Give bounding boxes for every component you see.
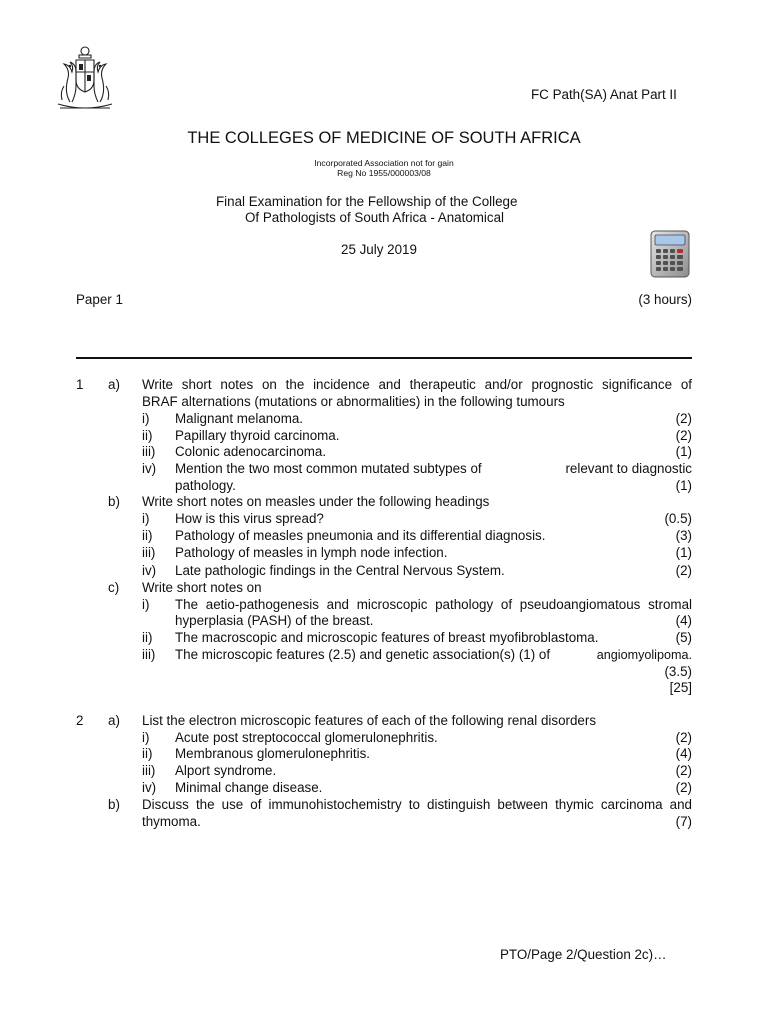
- item-number: iii): [142, 763, 156, 778]
- exam-date: 25 July 2019: [341, 242, 417, 257]
- item-marks: (5): [675, 630, 692, 645]
- q1-b-line1: [0, 494, 768, 511]
- item-marks: (3): [675, 528, 692, 543]
- exam-duration: (3 hours): [638, 292, 692, 307]
- part-label: a): [108, 713, 120, 728]
- header-divider: [76, 357, 692, 359]
- q2-a-item: [0, 780, 768, 797]
- item-marks: (2): [675, 428, 692, 443]
- q1-b-item: [0, 545, 768, 562]
- q1-a-item: [0, 411, 768, 428]
- q1-total: [0, 680, 768, 697]
- institution-title: THE COLLEGES OF MEDICINE OF SOUTH AFRICA: [187, 129, 581, 147]
- q2-b-line2: [0, 814, 768, 831]
- item-text: Papillary thyroid carcinoma.: [175, 428, 340, 443]
- item-text: Late pathologic findings in the Central Nervous System.: [175, 563, 505, 578]
- coat-of-arms-crest-icon: [50, 42, 120, 112]
- item-number: ii): [142, 428, 153, 443]
- item-marks: (4): [675, 746, 692, 761]
- question-text: Write short notes on measles under the following headings: [142, 494, 490, 509]
- question-text: Write short notes on: [142, 580, 262, 595]
- item-number: iii): [142, 444, 156, 459]
- q1-b-item: [0, 563, 768, 580]
- item-marks: (2): [675, 730, 692, 745]
- q1-c-item-ii: [0, 630, 768, 647]
- exam-code: FC Path(SA) Anat Part II: [531, 87, 677, 102]
- item-text: Mention the two most common mutated subtypes of: [175, 461, 482, 476]
- item-marks: (1): [675, 478, 692, 493]
- part-label: b): [108, 797, 120, 812]
- item-text: The microscopic features (2.5) and genetic association(s) (1) of: [175, 647, 551, 662]
- item-marks: (1): [675, 444, 692, 459]
- item-number: i): [142, 411, 150, 426]
- item-marks: (0.5): [664, 511, 692, 526]
- item-marks: (2): [675, 763, 692, 778]
- item-number: ii): [142, 630, 153, 645]
- q2-a-item: [0, 746, 768, 763]
- item-text: Pathology of measles in lymph node infection.: [175, 545, 448, 560]
- q2-a-item: [0, 763, 768, 780]
- question-text: List the electron microscopic features of each of the following renal disorders: [142, 713, 597, 728]
- paper-number: Paper 1: [76, 292, 123, 307]
- incorporated-note: Incorporated Association not for gain: [314, 158, 454, 168]
- item-number: iv): [142, 780, 157, 795]
- item-number: iii): [142, 647, 156, 662]
- item-text-continued: relevant to diagnostic: [565, 461, 692, 476]
- registration-number: Reg No 1955/000003/08: [337, 168, 431, 178]
- item-marks: (1): [675, 545, 692, 560]
- part-label: a): [108, 377, 120, 392]
- item-text: Pathology of measles pneumonia and its differential diagnosis.: [175, 528, 546, 543]
- question-number: 2: [76, 713, 84, 728]
- item-text: The macroscopic and microscopic features of breast myofibroblastoma.: [175, 630, 599, 645]
- item-text: pathology.: [175, 478, 236, 493]
- item-text: How is this virus spread?: [175, 511, 324, 526]
- q1-a-item: [0, 444, 768, 461]
- item-text: Colonic adenocarcinoma.: [175, 444, 327, 459]
- q1-c-item-i-line2: [0, 613, 768, 630]
- item-number: i): [142, 597, 150, 612]
- item-number: iv): [142, 461, 157, 476]
- item-marks: (2): [675, 563, 692, 578]
- item-number: ii): [142, 528, 153, 543]
- q1-a-line1: [0, 377, 768, 394]
- item-number: iv): [142, 563, 157, 578]
- item-marks: (2): [675, 780, 692, 795]
- q1-b-item: [0, 511, 768, 528]
- item-number: iii): [142, 545, 156, 560]
- item-text: Membranous glomerulonephritis.: [175, 746, 371, 761]
- item-marks: (3.5): [664, 664, 692, 679]
- q1-c-item-iii-marks: [0, 664, 768, 681]
- item-marks: (7): [675, 814, 692, 829]
- q2-b-line1: [0, 797, 768, 814]
- question-text: Write short notes on the incidence and therapeutic and/or prognostic significance of: [142, 377, 692, 392]
- question-number: 1: [76, 377, 84, 392]
- q1-a-item-iv: [0, 461, 768, 478]
- part-label: b): [108, 494, 120, 509]
- q1-c-item-i: [0, 597, 768, 614]
- q1-a-line2: [0, 394, 768, 411]
- item-text: hyperplasia (PASH) of the breast.: [175, 613, 374, 628]
- item-text: Malignant melanoma.: [175, 411, 304, 426]
- item-number: ii): [142, 746, 153, 761]
- page-turn-note: PTO/Page 2/Question 2c)…: [500, 947, 667, 962]
- q1-c-item-iii: [0, 647, 768, 664]
- q2-a-item: [0, 730, 768, 747]
- exam-title-line2: Of Pathologists of South Africa - Anatomical: [245, 210, 505, 225]
- item-text: The aetio-pathogenesis and microscopic pathology of pseudoangiomatous stromal: [175, 597, 692, 612]
- item-text: Minimal change disease.: [175, 780, 323, 795]
- question-text: thymoma.: [142, 814, 201, 829]
- item-text: Alport syndrome.: [175, 763, 277, 778]
- part-label: c): [108, 580, 120, 595]
- question-total-marks: [25]: [669, 680, 692, 695]
- question-text: BRAF alternations (mutations or abnormalities) in the following tumours: [142, 394, 565, 409]
- exam-title-line1: Final Examination for the Fellowship of the College: [216, 194, 518, 209]
- item-text: Acute post streptococcal glomerulonephritis.: [175, 730, 438, 745]
- q1-b-item: [0, 528, 768, 545]
- question-text: Discuss the use of immunohistochemistry to distinguish between thymic carcinoma and: [142, 797, 692, 812]
- item-number: i): [142, 511, 150, 526]
- item-number: i): [142, 730, 150, 745]
- q1-a-item: [0, 428, 768, 445]
- item-marks: (4): [675, 613, 692, 628]
- q1-a-item-iv-line2: [0, 478, 768, 495]
- item-term: angiomyolipoma.: [596, 648, 692, 662]
- item-marks: (2): [675, 411, 692, 426]
- q1-c-line1: [0, 580, 768, 597]
- q2-a-line1: [0, 713, 768, 730]
- calculator-icon: [650, 230, 690, 278]
